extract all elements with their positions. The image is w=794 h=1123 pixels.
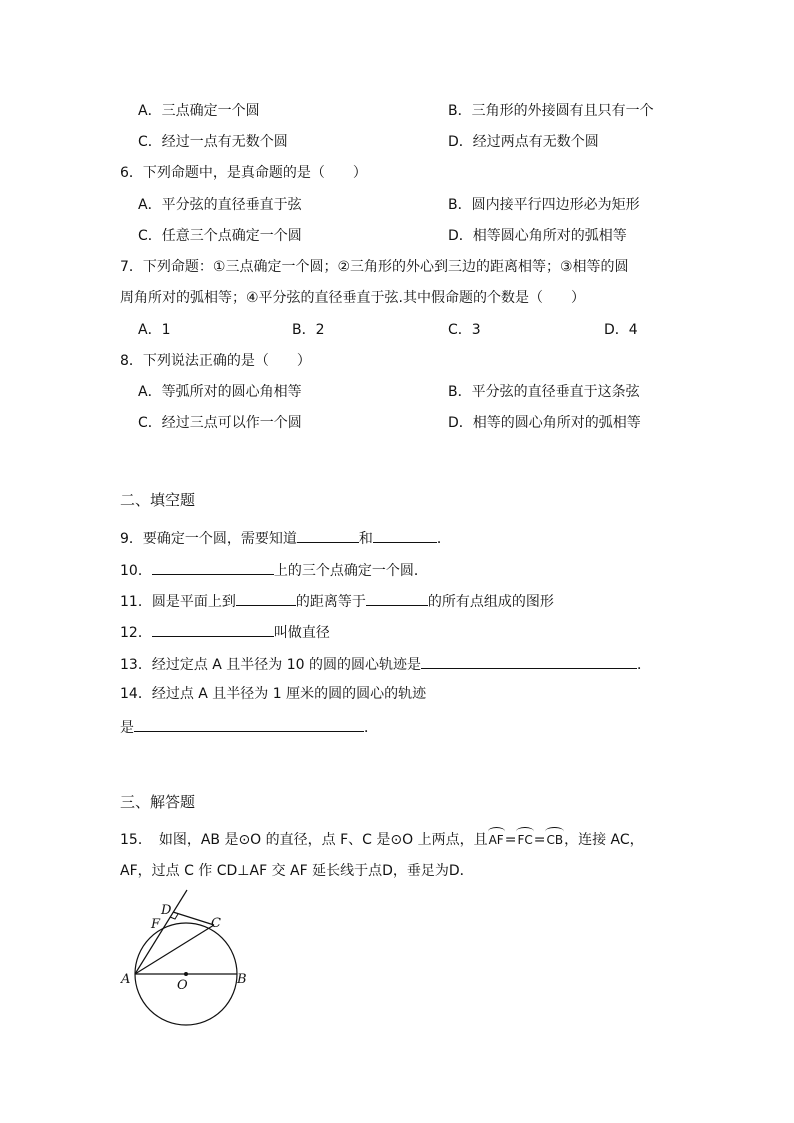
q5-option-b: B．三角形的外接圆有且只有一个 [448,103,654,119]
q11 [120,590,554,612]
label-d: D [161,903,172,918]
q12 [120,621,330,643]
q14-line2 [120,716,378,738]
chord-ac [135,925,214,974]
q15-text-2: ，连接 AC， [564,832,644,848]
q8-stem: 8．下列说法正确的是（ ） [120,353,311,369]
q9-text-3: ． [436,531,451,547]
q15-text-1: 15． 如图，AB 是⊙O 的直径，点 F、C 是⊙O 上两点，且 [120,832,488,848]
q10 [120,559,428,581]
q14-line1: 14．经过点 A 且半径为 1 厘米的圆的圆心的轨迹 [120,686,427,702]
q15-equals-1: = [504,832,517,848]
section-answer-title: 三、解答题 [120,793,196,811]
q13 [120,653,651,675]
q11-text-2: 的距离等于 [295,594,366,610]
q11-blank-1 [236,590,296,606]
q10-text-1: 10． [120,563,152,579]
q15-equals-2: = [533,832,546,848]
q5-option-d: D．经过两点有无数个圆 [448,134,599,150]
q8-option-c: C．经过三点可以作一个圆 [138,415,302,431]
q15-line1 [120,830,644,850]
q6-option-a: A．平分弦的直径垂直于弦 [138,197,302,213]
q7-option-d: D．4 [604,322,638,338]
q11-blank-2 [366,590,428,606]
q9-text-2: 和 [358,531,373,547]
q15-arc-cb: CB [545,830,564,850]
label-a: A [121,972,131,987]
q13-text-1: 13．经过定点 A 且半径为 10 的圆的圆心轨迹是 [120,657,422,673]
q15-line2: AF，过点 C 作 CD⊥AF 交 AF 延长线于点D，垂足为D． [120,863,474,879]
q8-option-d: D．相等的圆心角所对的弧相等 [448,415,641,431]
label-f: F [151,917,161,932]
label-o: O [177,978,188,993]
q6-stem: 6．下列命题中，是真命题的是（ ） [120,165,367,181]
q12-blank [152,621,274,637]
q7-stem-line2: 周角所对的弧相等；④平分弦的直径垂直于弦.其中假命题的个数是（ ） [120,290,585,306]
q13-blank [421,653,637,669]
q13-text-2: ． [637,657,652,673]
q6-option-c: C．任意三个点确定一个圆 [138,228,302,244]
q9 [120,527,451,549]
q7-stem-line1: 7．下列命题：①三点确定一个圆；②三角形的外心到三边的距离相等；③相等的圆 [120,259,629,275]
q12-text-2: 叫做直径 [273,625,330,641]
q6-option-d: D．相等圆心角所对的弧相等 [448,228,627,244]
center-point-o [184,972,188,976]
q9-text-1: 9．要确定一个圆，需要知道 [120,531,297,547]
label-c: C [211,916,221,931]
q6-option-b: B．圆内接平行四边形必为矩形 [448,197,640,213]
label-b: B [237,972,247,987]
q9-blank-1 [297,527,359,543]
q7-option-a: A．1 [138,322,171,338]
q11-text-3: 的所有点组成的图形 [427,594,554,610]
q8-option-a: A．等弧所对的圆心角相等 [138,384,302,400]
q10-text-2: 上的三个点确定一个圆． [273,563,428,579]
q9-blank-2 [373,527,437,543]
q15-arc-af: AF [488,830,505,850]
q7-option-b: B．2 [292,322,325,338]
q5-option-a: A．三点确定一个圆 [138,103,260,119]
q11-text-1: 11．圆是平面上到 [120,594,236,610]
q12-text-1: 12． [120,625,152,641]
q15-arc-fc: FC [516,830,533,850]
q7-option-c: C．3 [448,322,481,338]
q14-text-2: 是 [120,720,134,736]
q14-text-3: ． [364,720,378,736]
q8-option-b: B．平分弦的直径垂直于这条弦 [448,384,640,400]
q14-blank [134,716,364,732]
q10-blank [152,559,274,575]
q15-figure [115,888,275,1038]
q5-option-c: C．经过一点有无数个圆 [138,134,288,150]
section-fill-in-title: 二、填空题 [120,491,196,509]
